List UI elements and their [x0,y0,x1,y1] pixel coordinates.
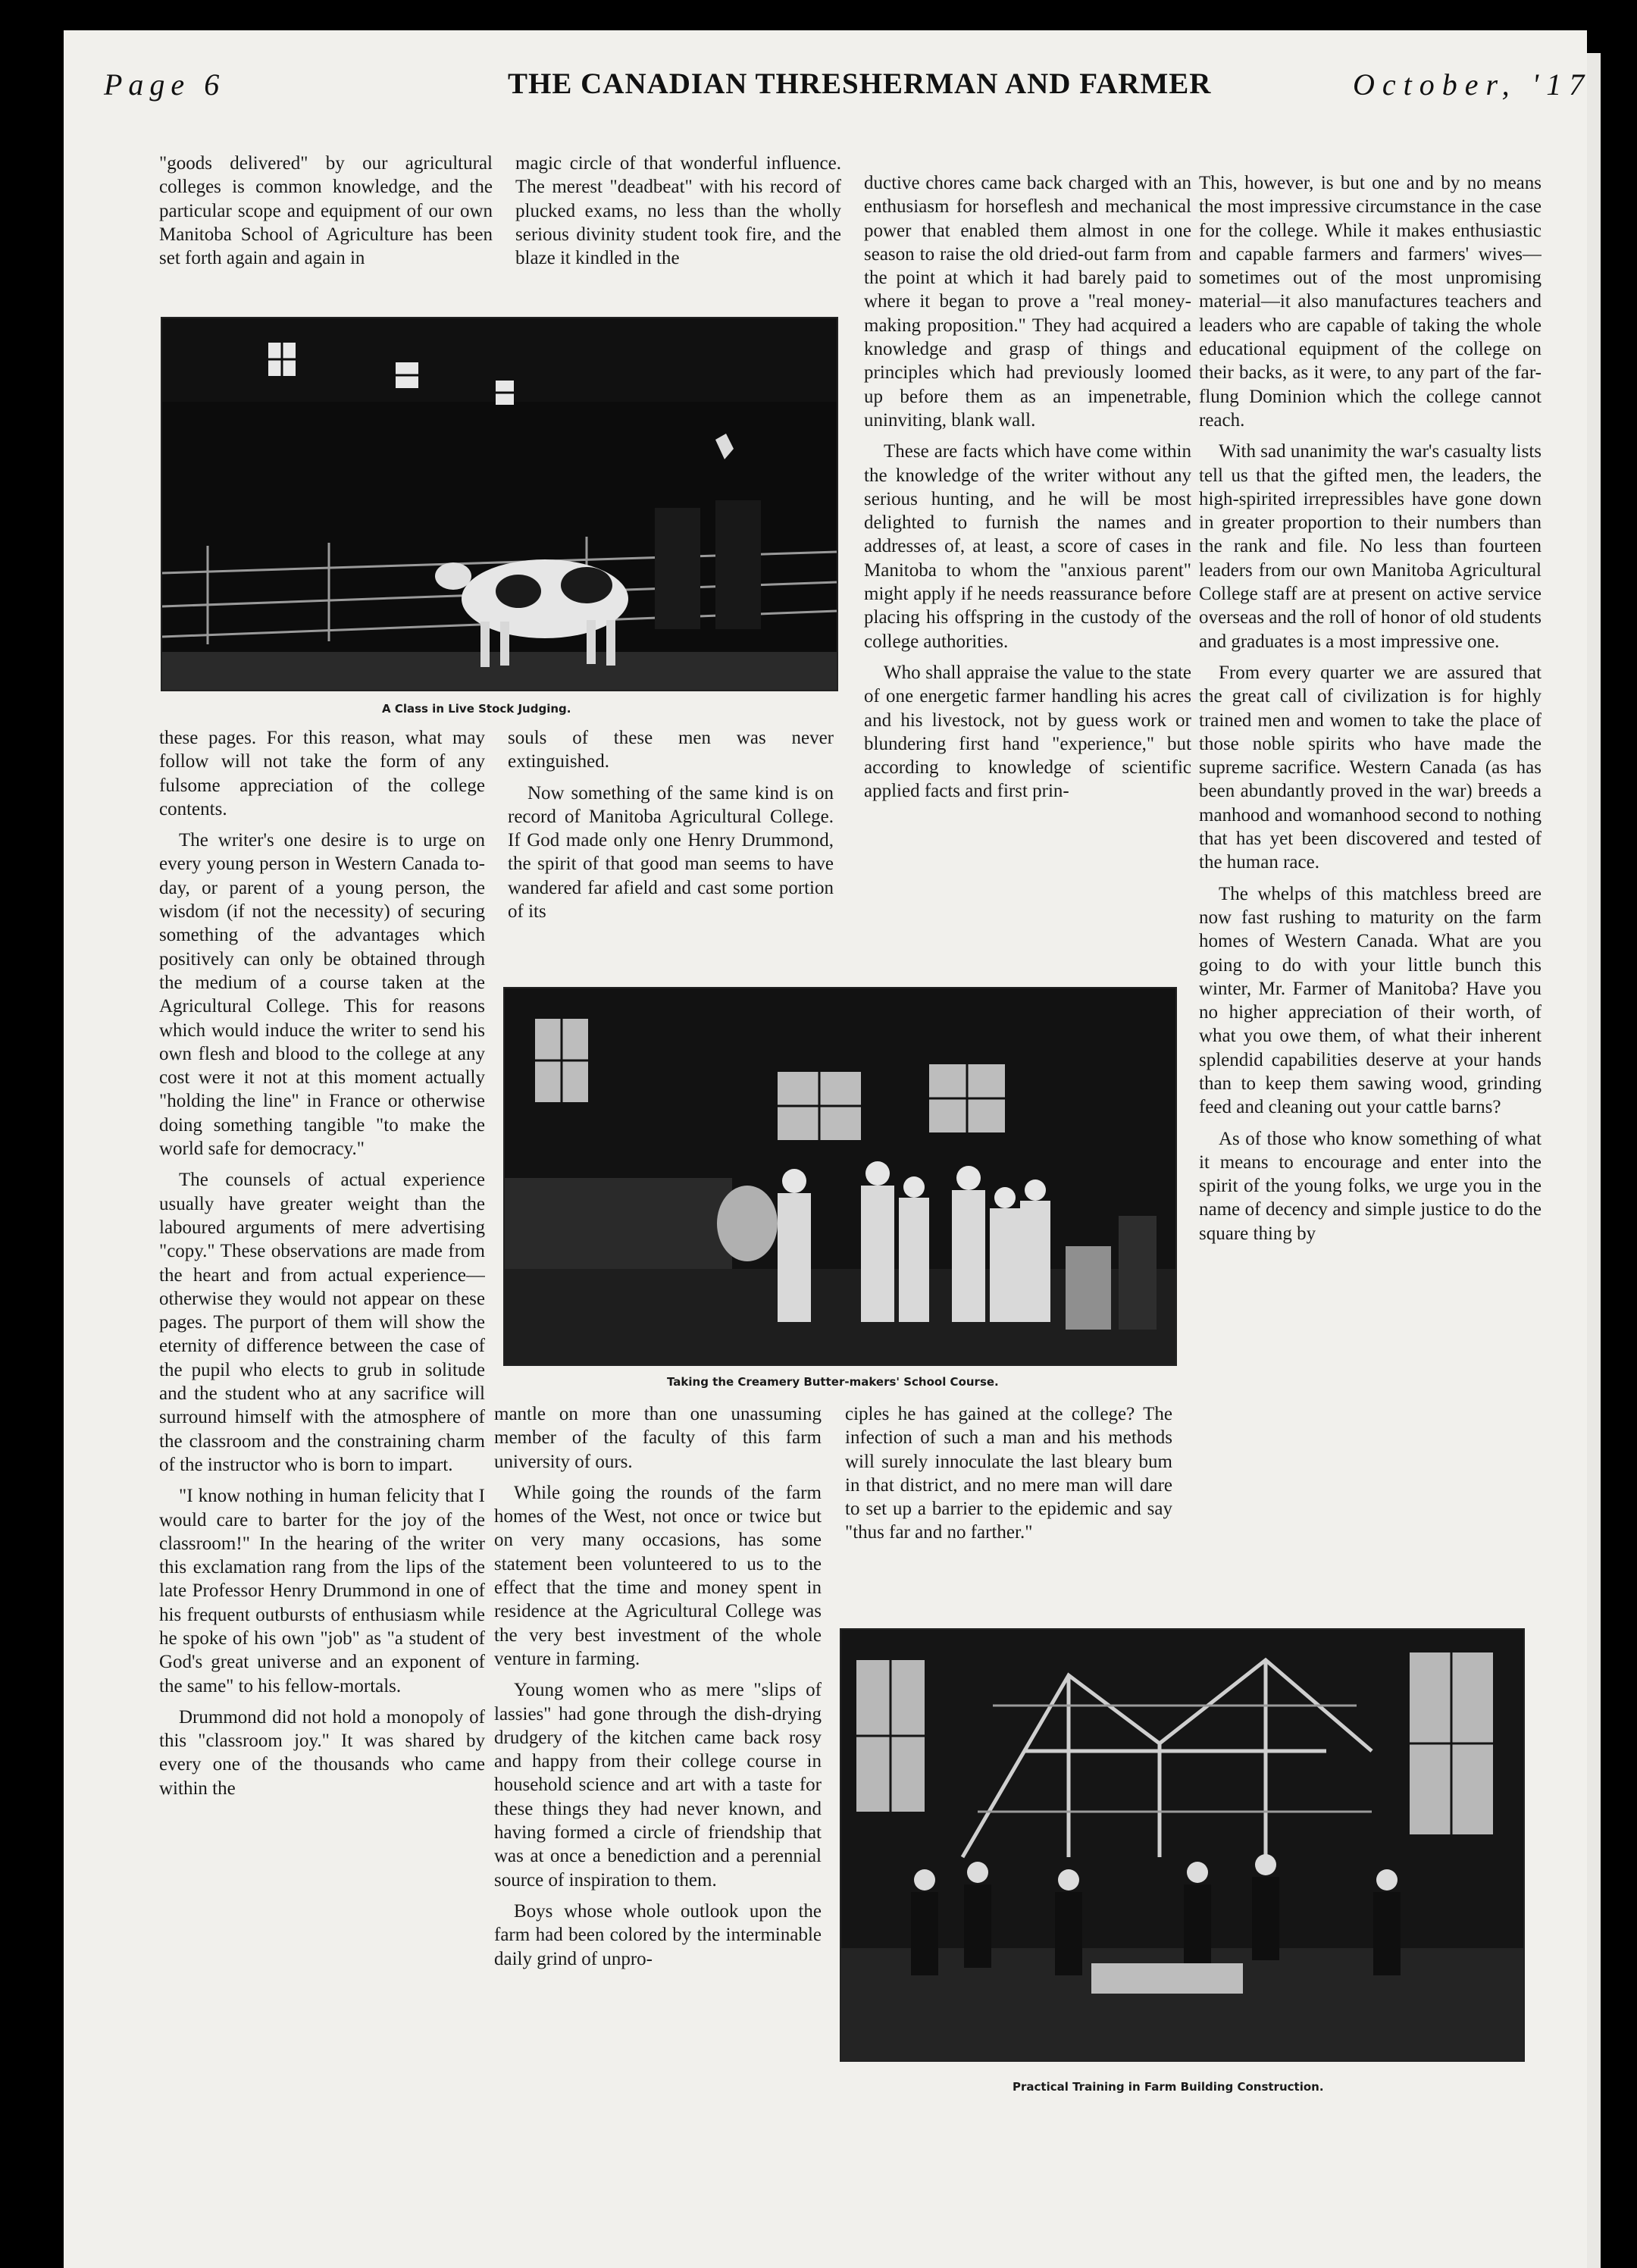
page-number: Page 6 [104,67,226,102]
publication-title: THE CANADIAN THRESHERMAN AND FARMER [508,67,1212,100]
paragraph: This, however, is but one and by no means the most impressive circumstance in the case for the college. While it makes enthusiastic and capable farmers and farmers' wives—sometimes out of the most unpromising material—it also manufactures teachers and leaders who are capable of taking the whole educational equipment of the college on their backs, as it were, to any part of the far-flung Dominion which the college cannot reach. [1199,173,1542,431]
paragraph: these pages. For this reason, what may follow will not take the form of any fulsome appreciation of the college contents. [159,728,485,819]
caption-construction: Practical Training in Farm Building Construction. [1013,2080,1324,2094]
paragraph: Young women who as mere "slips of lassies" had gone through the dish-drying drudgery of the kitchen came back rosy and happy from their college course in household science and art with a taste for these things they had never known, and having formed a circle of friendship that was at once a benediction and a perennial source of inspiration to them. [494,1680,822,1891]
paragraph: ciples he has gained at the college? The infection of such a man and his methods will surely innoculate the last bleary bum in that district, and no mere man will dare to set up a barrier to the epidemic and say "thus far and no farther." [845,1404,1172,1543]
photo-creamery-course [503,987,1177,1366]
paragraph: souls of these men was never extinguished. [508,728,834,772]
paragraph: Boys whose whole outlook upon the farm had been colored by the interminable daily grind of unpro- [494,1900,822,1969]
paragraph: As of those who know something of what it means to encourage and enter into the spirit of the young folks, we urge you in the name of decency and simple justice to do the square thing by [1199,1128,1542,1244]
column-4-text [1199,171,1542,1615]
paragraph: "I know nothing in human felicity that I would care to barter for the joy of the classroom!" In the hearing of the writer this exclamation rang from the lips of the late Professor Henry Drummond in one of his frequent outbursts of enthusiasm while he spoke of his own "job" as "a student of God's great universe and an exponent of the same" to his fellow-mortals. [159,1486,485,1696]
column-2-top-text [515,152,841,311]
paragraph: "goods delivered" by our agricultural colleges is common knowledge, and the particular scope and equipment of our own Manitoba School of Agriculture has been set forth again and again in [159,153,493,269]
paragraph: With sad unanimity the war's casualty lists tell us that the gifted men, the leaders, the high-spirited irrepressibles have gone down in greater proportion to their numbers than the rank and file. No less than fourteen leaders from our own Manitoba Agricultural College staff are at present on active service overseas and the roll of honor of old students and graduates is a most impressive one. [1199,441,1542,652]
next-page-edge [1587,53,1601,2268]
paragraph: Who shall appraise the value to the state of one energetic farmer handling his acres and his livestock, not by guess work or blundering first hand "experience," but according to knowledge of scientific applied facts and first prin- [864,662,1191,802]
paragraph: These are facts which have come within the knowledge of the writer without any serious hunting, and he will be most delighted to furnish the names and addresses of, at least, a score of cases in Manitoba to whom the "anxious parent" might apply if he needs reassurance before placing his offspring in the custody of the college authorities. [864,441,1191,652]
paragraph: From every quarter we are assured that the great call of civilization is for highly trained men and women to take the place of those noble spirits who have made the supreme sacrifice. Western Canada (as has been abundantly proved in the war) breeds a manhood and womanhood second to nothing that has yet been discovered and tested of the human race. [1199,662,1542,873]
paragraph: Drummond did not hold a monopoly of this "classroom joy." It was shared by every one of the thousands who came within the [159,1706,485,1799]
photo-building-construction [840,1628,1525,2062]
caption-livestock: A Class in Live Stock Judging. [382,702,571,716]
paragraph: magic circle of that wonderful influence. The merest "deadbeat" with his record of plucked exams, no less than the wholly serious divinity student took fire, and the blaze it kindled in the [515,153,841,269]
caption-creamery: Taking the Creamery Butter-makers' School Course. [667,1375,999,1389]
column-2-mid-text [508,726,834,954]
paragraph: The counsels of actual experience usually have greater weight than the laboured arguments of mere advertising "copy." These observations are made from the heart and from actual experience—otherwise they would not appear on these pages. The purport of them will show the eternity of difference between the case of the pupil who elects to grub in solitude and the student who at any sacrifice will surround himself with the atmosphere of the classroom and the constraining charm of the instructor who is born to impart. [159,1170,485,1475]
paragraph: The writer's one desire is to urge on every young person in Western Canada to-day, or parent of a young person, the wisdom (if not the necessity) of securing something of the advantages which positively can only be obtained through the medium of a course taken at the Agricultural College. This for reasons which would induce the writer to send his own flesh and blood to the college at any cost were it not at this moment actually "holding the line" in France or otherwise doing something tangible "to make the world safe for democracy." [159,830,485,1160]
column-3-lower-text [845,1402,1172,1599]
paragraph: ductive chores came back charged with an enthusiasm for horseflesh and mechanical power that enabled them almost in one season to raise the old dried-out farm from the point at which it had barely paid to where it began to prove a "real money-making proposition." They had acquired a knowledge and grasp of things and principles which had previously loomed up before them as an impenetrable, uninviting, blank wall. [864,173,1191,431]
livestock-photo-graphic [162,318,837,690]
column-3-upper-text [864,171,1191,937]
paragraph: mantle on more than one unassuming member of the faculty of this farm university of ours. [494,1404,822,1472]
paragraph: The whelps of this matchless breed are now fast rushing to maturity on the farm homes of Western Canada. What are you going to do with your little bunch this winter, Mr. Farmer of Manitoba? Have you no higher appreciation of their worth, of what you owe them, of what their inherent splendid capabilities deserve at your hands than to keep them sawing wood, grinding feed and cleaning out your cattle barns? [1199,883,1542,1118]
column-2-lower-text [494,1402,822,2077]
paragraph: Now something of the same kind is on record of Manitoba Agricultural College. If God made only one Henry Drummond, the spirit of that good man seems to have wandered far afield and cast some portion of its [508,782,834,923]
column-1-body-text [159,726,485,2091]
column-1-top-text [159,152,493,311]
paragraph: While going the rounds of the farm homes of the West, not once or twice but on very many occasions, has some statement been volunteered to us to the effect that the time and money spent in residence at the Agricultural College was the very best investment of the whole venture in farming. [494,1482,822,1669]
issue-date: October, '17 [1353,67,1592,102]
photo-livestock-judging [161,317,838,691]
construction-photo-graphic [841,1630,1523,2060]
creamery-photo-graphic [505,988,1175,1364]
